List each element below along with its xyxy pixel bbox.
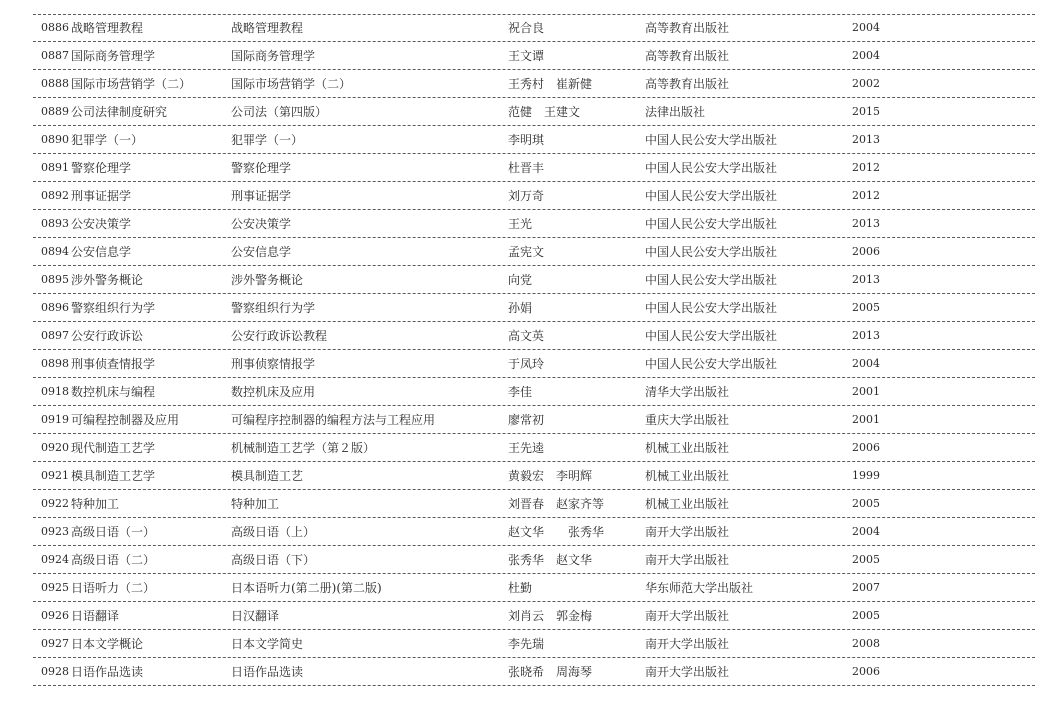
author-cell: 孟宪文 (508, 245, 545, 259)
course-name-cell: 公安决策学 (71, 217, 132, 231)
publisher-cell: 机械工业出版社 (645, 497, 730, 511)
course-name-cell: 警察伦理学 (71, 161, 132, 175)
author-cell: 张秀华 赵文华 (508, 553, 593, 567)
textbook-title-cell: 刑事证据学 (231, 189, 292, 203)
publisher-cell: 南开大学出版社 (645, 609, 730, 623)
course-name-cell: 刑事证据学 (71, 189, 132, 203)
table-row (0, 154, 1041, 182)
textbook-title-cell: 涉外警务概论 (231, 273, 304, 287)
publish-year-cell: 2006 (852, 245, 880, 258)
course-code-cell: 0927 (41, 637, 69, 650)
publish-year-cell: 2002 (852, 77, 880, 90)
textbook-title-cell: 特种加工 (231, 497, 280, 511)
table-row (0, 70, 1041, 98)
course-code-cell: 0922 (41, 497, 69, 510)
publish-year-cell: 2013 (852, 329, 880, 342)
table-row (0, 350, 1041, 378)
course-name-cell: 日语作品选读 (71, 665, 144, 679)
course-code-cell: 0926 (41, 609, 69, 622)
publish-year-cell: 2008 (852, 637, 880, 650)
table-row (0, 98, 1041, 126)
author-cell: 刘肖云 郭金梅 (508, 609, 593, 623)
textbook-title-cell: 公安决策学 (231, 217, 292, 231)
table-row (0, 574, 1041, 602)
table-row (0, 630, 1041, 658)
author-cell: 祝合良 (508, 21, 545, 35)
publisher-cell: 南开大学出版社 (645, 553, 730, 567)
author-cell: 李先瑞 (508, 637, 545, 651)
publish-year-cell: 2013 (852, 273, 880, 286)
textbook-title-cell: 高级日语（下） (231, 553, 316, 567)
author-cell: 赵文华 张秀华 (508, 525, 605, 539)
textbook-title-cell: 公安行政诉讼教程 (231, 329, 328, 343)
publisher-cell: 中国人民公安大学出版社 (645, 245, 778, 259)
author-cell: 李明琪 (508, 133, 545, 147)
course-name-cell: 犯罪学（一） (71, 133, 144, 147)
course-name-cell: 国际市场营销学（二） (71, 77, 192, 91)
publisher-cell: 中国人民公安大学出版社 (645, 189, 778, 203)
publisher-cell: 中国人民公安大学出版社 (645, 329, 778, 343)
textbook-title-cell: 日本语听力(第二册)(第二版) (231, 581, 382, 595)
table-row (0, 406, 1041, 434)
textbook-title-cell: 警察组织行为学 (231, 301, 316, 315)
course-code-cell: 0886 (41, 21, 69, 34)
course-name-cell: 高级日语（一） (71, 525, 156, 539)
textbook-title-cell: 刑事侦察情报学 (231, 357, 316, 371)
table-row (0, 182, 1041, 210)
publish-year-cell: 2004 (852, 525, 880, 538)
author-cell: 王先逵 (508, 441, 545, 455)
course-code-cell: 0889 (41, 105, 69, 118)
table-row (0, 546, 1041, 574)
course-code-cell: 0890 (41, 133, 69, 146)
publish-year-cell: 2005 (852, 553, 880, 566)
course-code-cell: 0888 (41, 77, 69, 90)
publisher-cell: 中国人民公安大学出版社 (645, 357, 778, 371)
course-name-cell: 现代制造工艺学 (71, 441, 156, 455)
textbook-title-cell: 高级日语（上） (231, 525, 316, 539)
publisher-cell: 清华大学出版社 (645, 385, 730, 399)
course-code-cell: 0925 (41, 581, 69, 594)
author-cell: 范健 王建文 (508, 105, 581, 119)
table-row (0, 210, 1041, 238)
course-code-cell: 0892 (41, 189, 69, 202)
publisher-cell: 中国人民公安大学出版社 (645, 161, 778, 175)
textbook-title-cell: 模具制造工艺 (231, 469, 304, 483)
publish-year-cell: 2013 (852, 133, 880, 146)
publisher-cell: 高等教育出版社 (645, 49, 730, 63)
course-name-cell: 模具制造工艺学 (71, 469, 156, 483)
course-name-cell: 特种加工 (71, 497, 120, 511)
table-row (0, 14, 1041, 42)
table-row (0, 518, 1041, 546)
textbook-title-cell: 战略管理教程 (231, 21, 304, 35)
author-cell: 王光 (508, 217, 533, 231)
course-code-cell: 0920 (41, 441, 69, 454)
course-name-cell: 日语听力（二） (71, 581, 156, 595)
course-code-cell: 0923 (41, 525, 69, 538)
course-name-cell: 国际商务管理学 (71, 49, 156, 63)
textbook-title-cell: 日语作品选读 (231, 665, 304, 679)
course-code-cell: 0896 (41, 301, 69, 314)
textbook-title-cell: 机械制造工艺学（第２版） (231, 441, 376, 455)
publisher-cell: 中国人民公安大学出版社 (645, 133, 778, 147)
publisher-cell: 机械工业出版社 (645, 469, 730, 483)
course-name-cell: 日本文学概论 (71, 637, 144, 651)
publish-year-cell: 2004 (852, 21, 880, 34)
publisher-cell: 中国人民公安大学出版社 (645, 301, 778, 315)
author-cell: 高文英 (508, 329, 545, 343)
publisher-cell: 高等教育出版社 (645, 77, 730, 91)
course-name-cell: 日语翻译 (71, 609, 120, 623)
author-cell: 廖常初 (508, 413, 545, 427)
table-row (0, 266, 1041, 294)
publish-year-cell: 2006 (852, 441, 880, 454)
author-cell: 刘晋春 赵家齐等 (508, 497, 605, 511)
textbook-title-cell: 日汉翻译 (231, 609, 280, 623)
author-cell: 王秀村 崔新健 (508, 77, 593, 91)
course-code-cell: 0893 (41, 217, 69, 230)
publisher-cell: 法律出版社 (645, 105, 706, 119)
table-row (0, 490, 1041, 518)
textbook-title-cell: 国际市场营销学（二） (231, 77, 352, 91)
publisher-cell: 机械工业出版社 (645, 441, 730, 455)
publish-year-cell: 2001 (852, 413, 880, 426)
course-code-cell: 0895 (41, 273, 69, 286)
textbook-title-cell: 可编程序控制器的编程方法与工程应用 (231, 413, 436, 427)
table-body (0, 14, 1041, 686)
publisher-cell: 中国人民公安大学出版社 (645, 217, 778, 231)
course-code-cell: 0918 (41, 385, 69, 398)
table-row (0, 434, 1041, 462)
author-cell: 于凤玲 (508, 357, 545, 371)
course-name-cell: 数控机床与编程 (71, 385, 156, 399)
publish-year-cell: 2001 (852, 385, 880, 398)
publish-year-cell: 2012 (852, 189, 880, 202)
textbook-title-cell: 犯罪学（一） (231, 133, 304, 147)
publisher-cell: 南开大学出版社 (645, 665, 730, 679)
author-cell: 向党 (508, 273, 533, 287)
publish-year-cell: 2005 (852, 497, 880, 510)
author-cell: 李佳 (508, 385, 533, 399)
author-cell: 杜晋丰 (508, 161, 545, 175)
table-row (0, 294, 1041, 322)
course-name-cell: 公安信息学 (71, 245, 132, 259)
publish-year-cell: 2005 (852, 609, 880, 622)
course-code-cell: 0919 (41, 413, 69, 426)
publish-year-cell: 2015 (852, 105, 880, 118)
table-row (0, 602, 1041, 630)
publish-year-cell: 2004 (852, 49, 880, 62)
author-cell: 孙娟 (508, 301, 533, 315)
textbook-title-cell: 公安信息学 (231, 245, 292, 259)
textbook-title-cell: 数控机床及应用 (231, 385, 316, 399)
author-cell: 杜勤 (508, 581, 533, 595)
table-row (0, 378, 1041, 406)
publisher-cell: 高等教育出版社 (645, 21, 730, 35)
course-code-cell: 0891 (41, 161, 69, 174)
course-name-cell: 涉外警务概论 (71, 273, 144, 287)
author-cell: 张晓希 周海琴 (508, 665, 593, 679)
publish-year-cell: 2012 (852, 161, 880, 174)
textbook-title-cell: 警察伦理学 (231, 161, 292, 175)
course-name-cell: 刑事侦查情报学 (71, 357, 156, 371)
course-code-cell: 0898 (41, 357, 69, 370)
course-name-cell: 高级日语（二） (71, 553, 156, 567)
course-name-cell: 战略管理教程 (71, 21, 144, 35)
publish-year-cell: 2007 (852, 581, 880, 594)
course-code-cell: 0921 (41, 469, 69, 482)
publisher-cell: 中国人民公安大学出版社 (645, 273, 778, 287)
publish-year-cell: 2005 (852, 301, 880, 314)
textbook-title-cell: 国际商务管理学 (231, 49, 316, 63)
author-cell: 刘万奇 (508, 189, 545, 203)
publisher-cell: 南开大学出版社 (645, 525, 730, 539)
course-name-cell: 警察组织行为学 (71, 301, 156, 315)
publisher-cell: 南开大学出版社 (645, 637, 730, 651)
table-row (0, 322, 1041, 350)
table-row (0, 658, 1041, 686)
table-row (0, 126, 1041, 154)
publisher-cell: 重庆大学出版社 (645, 413, 730, 427)
table-row (0, 238, 1041, 266)
publish-year-cell: 2006 (852, 665, 880, 678)
course-code-cell: 0897 (41, 329, 69, 342)
course-code-cell: 0894 (41, 245, 69, 258)
table-row (0, 462, 1041, 490)
textbook-title-cell: 日本文学简史 (231, 637, 304, 651)
publish-year-cell: 2013 (852, 217, 880, 230)
course-code-cell: 0887 (41, 49, 69, 62)
course-name-cell: 公司法律制度研究 (71, 105, 168, 119)
course-code-cell: 0924 (41, 553, 69, 566)
course-name-cell: 公安行政诉讼 (71, 329, 144, 343)
publisher-cell: 华东师范大学出版社 (645, 581, 754, 595)
table-row (0, 42, 1041, 70)
author-cell: 王文谭 (508, 49, 545, 63)
textbook-title-cell: 公司法（第四版） (231, 105, 328, 119)
publish-year-cell: 2004 (852, 357, 880, 370)
author-cell: 黄毅宏 李明辉 (508, 469, 593, 483)
publish-year-cell: 1999 (852, 469, 880, 482)
course-name-cell: 可编程控制器及应用 (71, 413, 180, 427)
course-code-cell: 0928 (41, 665, 69, 678)
